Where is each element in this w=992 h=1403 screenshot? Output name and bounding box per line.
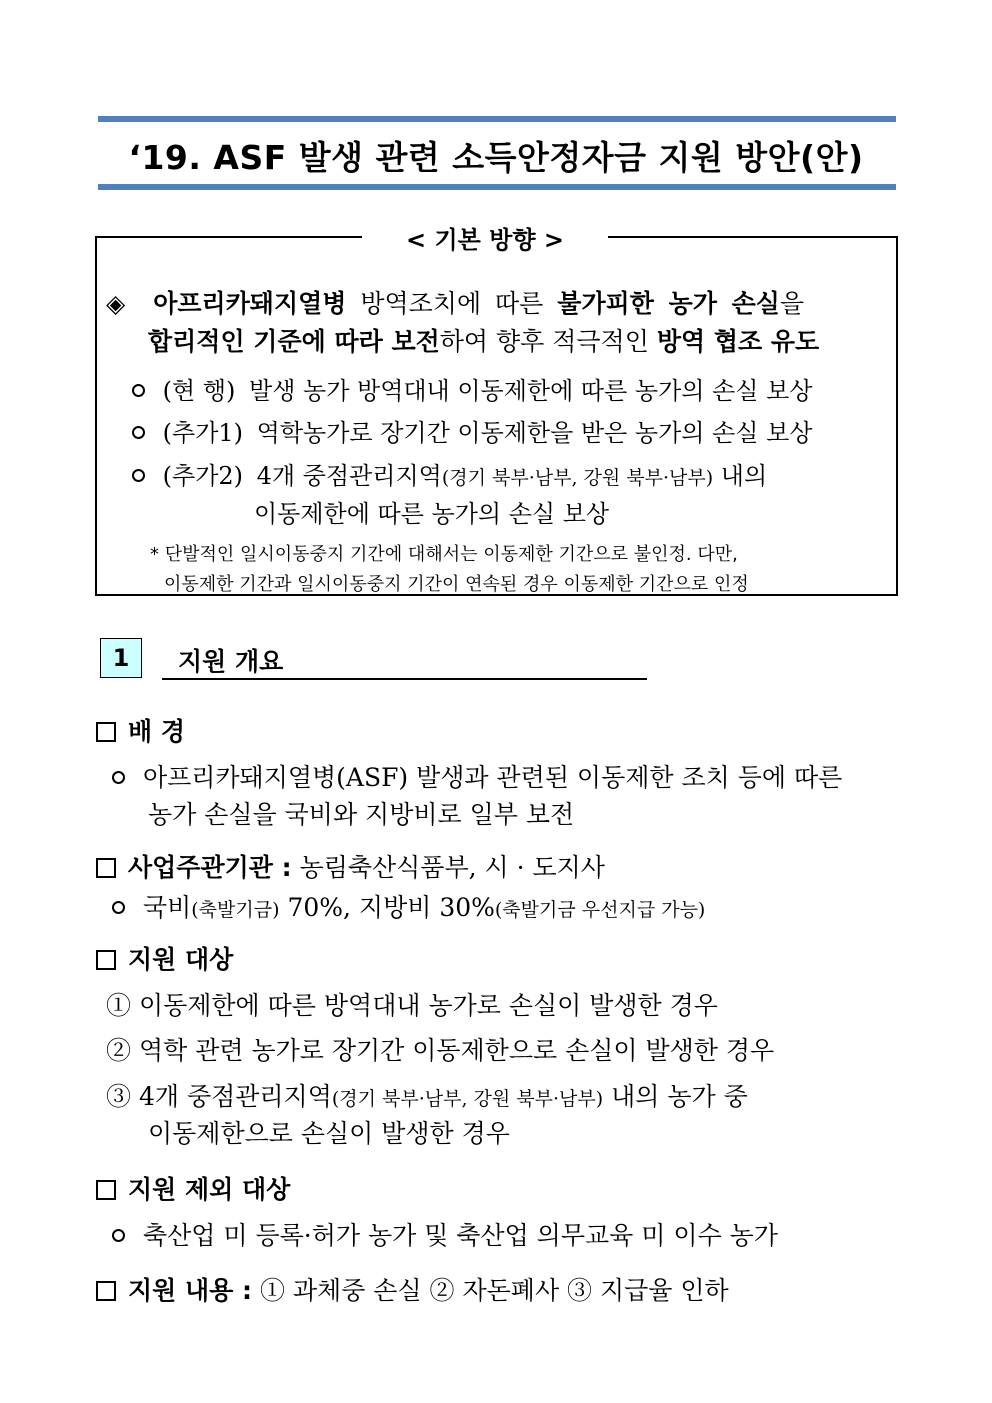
diamond-bullet-icon: ◈ bbox=[106, 289, 126, 318]
basic-item-current: (현 행) 발생 농가 방역대내 이동제한에 따른 농가의 손실 보상 bbox=[132, 371, 812, 406]
basic-direction-heading: < 기본 방향 > bbox=[362, 220, 608, 255]
circle-bullet-icon bbox=[112, 1229, 125, 1242]
checkbox-square-icon bbox=[96, 858, 116, 878]
basic-main-line-1: ◈ 아프리카돼지열병 방역조치에 따른 불가피한 농가 손실을 bbox=[106, 289, 805, 318]
section-number-badge: 1 bbox=[100, 638, 142, 678]
exclude-line: 축산업 미 등록·허가 농가 및 축산업 의무교육 미 이수 농가 bbox=[112, 1216, 778, 1252]
org-funding-line: 국비(축발기금) 70%, 지방비 30%(축발기금 우선지급 가능) bbox=[112, 888, 705, 924]
content-heading: 지원 내용 : ① 과체중 손실 ② 자돈폐사 ③ 지급율 인하 bbox=[96, 1271, 729, 1307]
target-heading: 지원 대상 bbox=[96, 940, 233, 976]
exclude-heading: 지원 제외 대상 bbox=[96, 1170, 290, 1206]
basic-item-add2: (추가2) 4개 중점관리지역(경기 북부·남부, 강원 북부·남부) 내의 bbox=[132, 456, 767, 491]
basic-note-1: * 단발적인 일시이동중지 기간에 대해서는 이동제한 기간으로 불인정. 다만, bbox=[150, 544, 738, 565]
circle-bullet-icon bbox=[112, 771, 125, 784]
target-item-2: ② 역학 관련 농가로 장기간 이동제한으로 손실이 발생한 경우 bbox=[106, 1036, 775, 1065]
circle-bullet-icon bbox=[132, 384, 145, 397]
checkbox-square-icon bbox=[96, 1180, 116, 1200]
section-underline bbox=[162, 678, 647, 680]
background-line-2: 농가 손실을 국비와 지방비로 일부 보전 bbox=[148, 800, 575, 829]
org-heading: 사업주관기관 : 농림축산식품부, 시 · 도지사 bbox=[96, 848, 605, 884]
checkbox-square-icon bbox=[96, 1281, 116, 1301]
basic-main-line-2: 합리적인 기준에 따라 보전하여 향후 적극적인 방역 협조 유도 bbox=[148, 327, 820, 356]
checkbox-square-icon bbox=[96, 950, 116, 970]
circle-bullet-icon bbox=[112, 901, 125, 914]
background-line-1: 아프리카돼지열병(ASF) 발생과 관련된 이동제한 조치 등에 따른 bbox=[112, 758, 842, 794]
basic-item-add1: (추가1) 역학농가로 장기간 이동제한을 받은 농가의 손실 보상 bbox=[132, 413, 812, 448]
basic-note-2: 이동제한 기간과 일시이동중지 기간이 연속된 경우 이동제한 기간으로 인정 bbox=[164, 574, 749, 595]
circle-bullet-icon bbox=[132, 426, 145, 439]
top-rule bbox=[98, 116, 896, 122]
circle-bullet-icon bbox=[132, 469, 145, 482]
title-rule bbox=[98, 184, 896, 190]
section-title: 지원 개요 bbox=[178, 647, 284, 676]
page-title: ‘19. ASF 발생 관련 소득안정자금 지원 방안(안) bbox=[128, 138, 864, 177]
background-heading: 배 경 bbox=[96, 712, 185, 748]
target-item-1: ① 이동제한에 따른 방역대내 농가로 손실이 발생한 경우 bbox=[106, 991, 718, 1020]
checkbox-square-icon bbox=[96, 722, 116, 742]
target-item-3-continued: 이동제한으로 손실이 발생한 경우 bbox=[148, 1119, 510, 1148]
target-item-3: ③ 4개 중점관리지역(경기 북부·남부, 강원 북부·남부) 내의 농가 중 bbox=[106, 1082, 748, 1111]
basic-item-add2-continued: 이동제한에 따른 농가의 손실 보상 bbox=[254, 500, 610, 528]
